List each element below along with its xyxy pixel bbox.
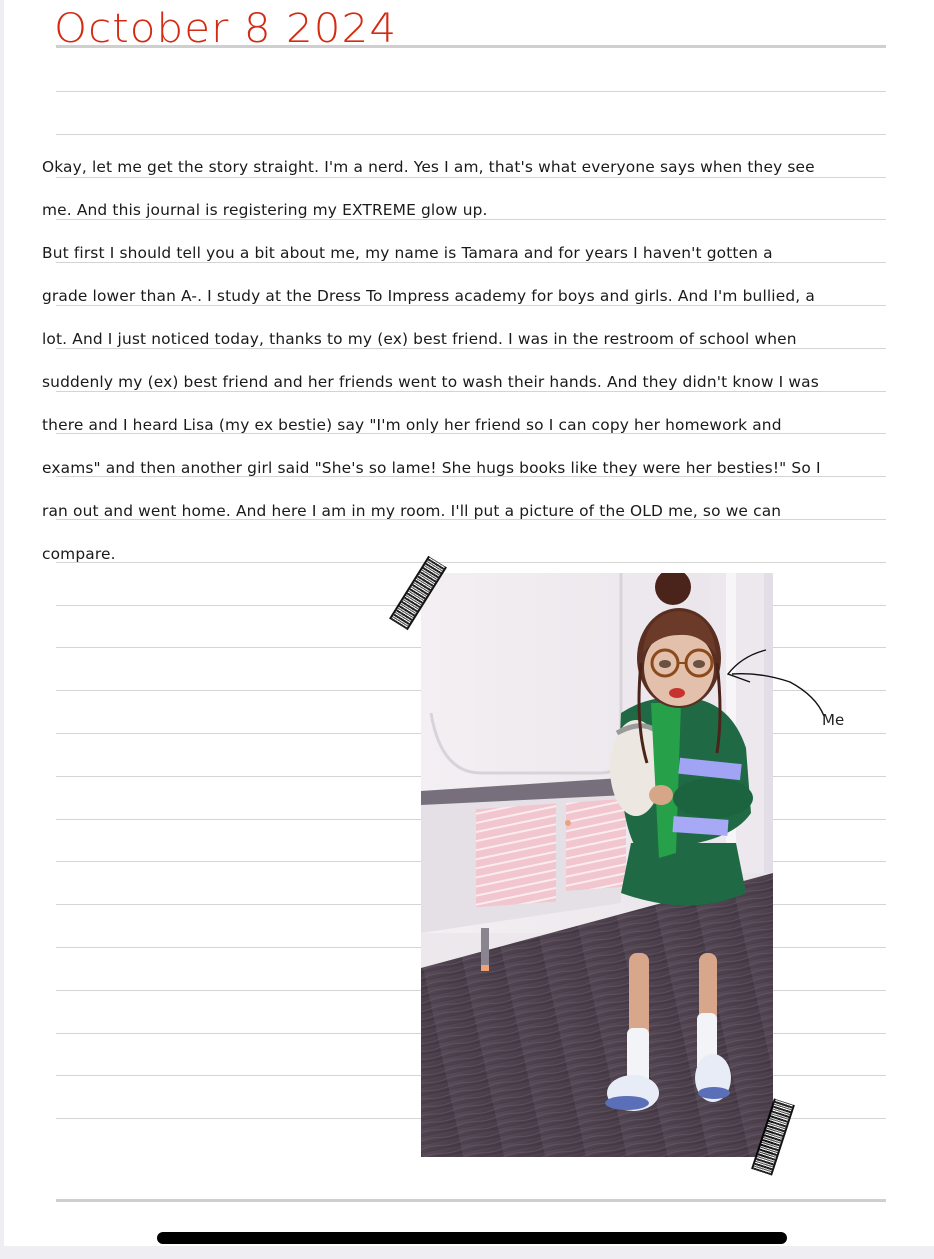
ruled-line — [56, 305, 886, 306]
ruled-line — [56, 348, 886, 349]
ruled-line — [56, 562, 886, 563]
ruled-line — [56, 262, 886, 263]
entry-line: there and I heard Lisa (my ex bestie) say "I'm only her friend so I can copy her homework and — [42, 416, 782, 434]
entry-line: compare. — [42, 545, 116, 563]
ruled-line — [56, 219, 886, 220]
journal-date-title: October 8 2024 — [54, 6, 398, 52]
ruled-line — [56, 1199, 886, 1202]
arrow-annotation-icon — [720, 648, 830, 728]
entry-line: grade lower than A-. I study at the Dress To Impress academy for boys and girls. And I'm bullied, a — [42, 287, 815, 305]
ruled-line — [56, 134, 886, 135]
entry-line: suddenly my (ex) best friend and her friends went to wash their hands. And they didn't know I was — [42, 373, 819, 391]
home-indicator[interactable] — [157, 1232, 787, 1244]
me-annotation-label: Me — [822, 711, 845, 729]
ruled-line — [56, 391, 886, 392]
ruled-line — [56, 177, 886, 178]
entry-line: But first I should tell you a bit about me, my name is Tamara and for years I haven't gotten a — [42, 244, 773, 262]
journal-page — [4, 0, 934, 1246]
entry-line: ran out and went home. And here I am in my room. I'll put a picture of the OLD me, so we can — [42, 502, 782, 520]
entry-line: lot. And I just noticed today, thanks to my (ex) best friend. I was in the restroom of school when — [42, 330, 797, 348]
ruled-line — [56, 91, 886, 92]
entry-line: me. And this journal is registering my EXTREME glow up. — [42, 201, 488, 219]
bottom-bar — [0, 1246, 934, 1259]
entry-line: Okay, let me get the story straight. I'm a nerd. Yes I am, that's what everyone says when they see — [42, 158, 815, 176]
entry-line: exams" and then another girl said "She's so lame! She hugs books like they were her besties!" So I — [42, 459, 821, 477]
